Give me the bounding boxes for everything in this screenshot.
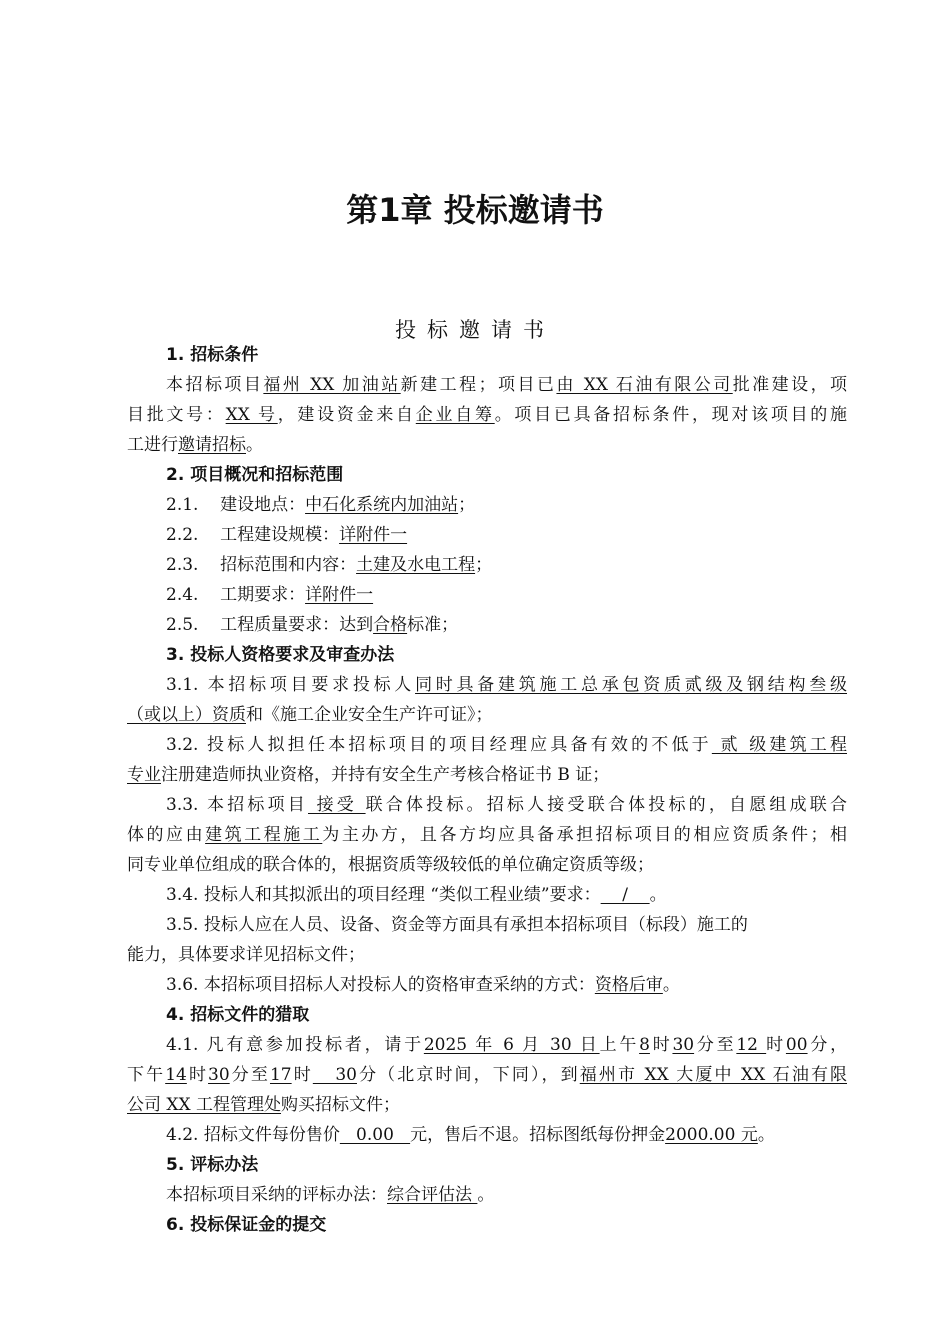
s2-item-3: 2.3. 招标范围和内容：土建及水电工程； bbox=[166, 555, 493, 575]
section-1-heading: 1. 招标条件 bbox=[166, 345, 259, 365]
s3-item-2-line-1: 3.2. 投标人拟担任本招标项目的项目经理应具备有效的不低于 贰 级建筑工程 bbox=[166, 735, 847, 755]
s3-item-3-line-2: 体的应由建筑工程施工为主办方，且各方均应具备承担招标项目的相应资质条件；相 bbox=[127, 825, 847, 845]
s4-item-1-line-3: 公司 XX 工程管理处购买招标文件； bbox=[127, 1095, 401, 1115]
s4-item-2: 4.2. 招标文件每份售价 0.00 元，售后不退。招标图纸每份押金2000.00 元。 bbox=[166, 1125, 775, 1145]
s3-item-2-line-2: 专业注册建造师执业资格，并持有安全生产考核合格证书 B 证； bbox=[127, 765, 610, 785]
s1-paragraph-line-1: 本招标项目福州 XX 加油站新建工程；项目已由 XX 石油有限公司批准建设，项 bbox=[166, 375, 847, 395]
s2-item-1: 2.1. 建设地点：中石化系统内加油站； bbox=[166, 495, 476, 515]
document-title: 投标邀请书 bbox=[395, 318, 555, 342]
s3-item-1-line-2: （或以上）资质和《施工企业安全生产许可证》； bbox=[127, 705, 493, 725]
s3-item-3-line-3: 同专业单位组成的联合体的，根据资质等级较低的单位确定资质等级； bbox=[127, 855, 654, 875]
chapter-title: 第1章 投标邀请书 bbox=[346, 191, 604, 229]
s3-item-6: 3.6. 本招标项目招标人对投标人的资格审查采纳的方式：资格后审。 bbox=[166, 975, 680, 995]
document-body bbox=[127, 340, 847, 1240]
s3-item-3-line-1: 3.3. 本招标项目 接受 联合体投标。招标人接受联合体投标的，自愿组成联合 bbox=[166, 795, 847, 815]
s4-item-1-line-1: 4.1. 凡有意参加投标者，请于2025 年 6 月 30 日上午8时30分至12 时00分， bbox=[166, 1035, 847, 1055]
section-4-heading: 4. 招标文件的猎取 bbox=[166, 1005, 310, 1025]
s5-paragraph: 本招标项目采纳的评标办法：综合评估法 。 bbox=[166, 1185, 495, 1205]
s3-item-1-line-1: 3.1. 本招标项目要求投标人同时具备建筑施工总承包资质贰级及钢结构叁级 bbox=[166, 675, 847, 695]
section-2-heading: 2. 项目概况和招标范围 bbox=[166, 465, 344, 485]
s4-item-1-line-2: 下午14时30分至17时 30分（北京时间，下同），到福州市 XX 大厦中 XX 石油有限 bbox=[127, 1065, 847, 1085]
s3-item-5-line-2: 能力，具体要求详见招标文件； bbox=[127, 945, 365, 965]
s1-paragraph-line-2: 目批文号：XX 号，建设资金来自企业自筹。项目已具备招标条件，现对该项目的施 bbox=[127, 405, 847, 425]
s2-item-4: 2.4. 工期要求：详附件一 bbox=[166, 585, 374, 605]
s2-item-5: 2.5. 工程质量要求：达到合格标准； bbox=[166, 615, 459, 635]
s2-item-2: 2.2. 工程建设规模：详附件一 bbox=[166, 525, 408, 545]
s1-paragraph-line-3: 工进行邀请招标。 bbox=[127, 435, 263, 455]
s3-item-5-line-1: 3.5. 投标人应在人员、设备、资金等方面具有承担本招标项目（标段）施工的 bbox=[166, 915, 748, 935]
section-5-heading: 5. 评标办法 bbox=[166, 1155, 259, 1175]
s3-item-4: 3.4. 投标人和其拟派出的项目经理 “类似工程业绩”要求： / 。 bbox=[166, 885, 667, 905]
section-6-heading: 6. 投标保证金的提交 bbox=[166, 1215, 327, 1235]
section-3-heading: 3. 投标人资格要求及审查办法 bbox=[166, 645, 395, 665]
